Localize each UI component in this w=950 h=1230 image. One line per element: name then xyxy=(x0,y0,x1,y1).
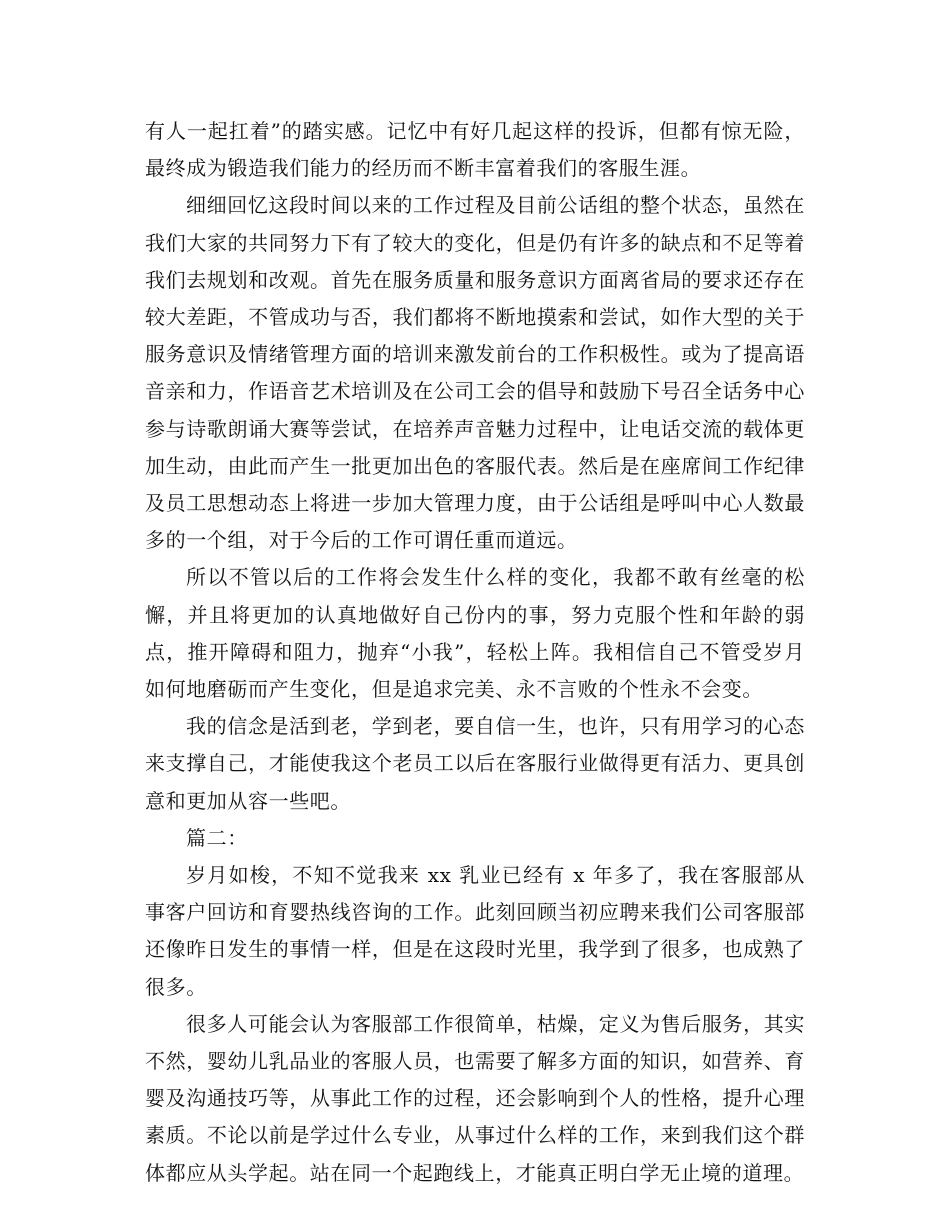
paragraph-3: 所以不管以后的工作将会发生什么样的变化，我都不敢有丝毫的松懈，并且将更加的认真地做好自己份内的事，努力克服个性和年龄的弱点，推开障碍和阻力，抛弃“小我”，轻松上阵。我相信自己不管受岁月如何地磨砺而产生变化，但是追求完美、永不言败的个性永不会变。 xyxy=(145,565,805,702)
paragraph-7: 很多人可能会认为客服部工作很简单，枯燥，定义为售后服务，其实不然，婴幼儿乳品业的客服人员，也需要了解多方面的知识，如营养、育婴及沟通技巧等，从事此工作的过程，还会影响到个人的性格，提升心理素质。不论以前是学过什么专业，从事过什么样的工作，来到我们这个群体都应从头学起。站在同一个起跑线上，才能真正明白学无止境的道理。 xyxy=(145,1011,805,1185)
paragraph-6: 岁月如梭，不知不觉我来 xx 乳业已经有 x 年多了，我在客服部从事客户回访和育婴热线咨询的工作。此刻回顾当初应聘来我们公司客服部还像昨日发生的事情一样，但是在这段时光里，我学到了很多，也成熟了很多。 xyxy=(145,863,805,999)
section-heading-part-two: 篇二： xyxy=(186,825,248,850)
paragraph-4: 我的信念是活到老，学到老，要自信一生，也许，只有用学习的心态来支撑自己，才能使我这个老员工以后在客服行业做得更有活力、更具创意和更加从容一些吧。 xyxy=(145,714,805,813)
paragraph-1: 有人一起扛着”的踏实感。记忆中有好几起这样的投诉，但都有惊无险，最终成为锻造我们能力的经历而不断丰富着我们的客服生涯。 xyxy=(145,119,805,181)
paragraph-2: 细细回忆这段时间以来的工作过程及目前公话组的整个状态，虽然在我们大家的共同努力下有了较大的变化，但是仍有许多的缺点和不足等着我们去规划和改观。首先在服务质量和服务意识方面离省局的要求还存在较大差距，不管成功与否，我们都将不断地摸索和尝试，如作大型的关于服务意识及情绪管理方面的培训来激发前台的工作积极性。或为了提高语音亲和力，作语音艺术培训及在公司工会的倡导和鼓励下号召全话务中心参与诗歌朗诵大赛等尝试，在培养声音魅力过程中，让电话交流的载体更加生动，由此而产生一批更加出色的客服代表。然后是在座席间工作纪律及员工思想动态上将进一步加大管理力度，由于公话组是呼叫中心人数最多的一个组，对于今后的工作可谓任重而道远。 xyxy=(145,193,805,553)
document-body xyxy=(145,113,805,1192)
